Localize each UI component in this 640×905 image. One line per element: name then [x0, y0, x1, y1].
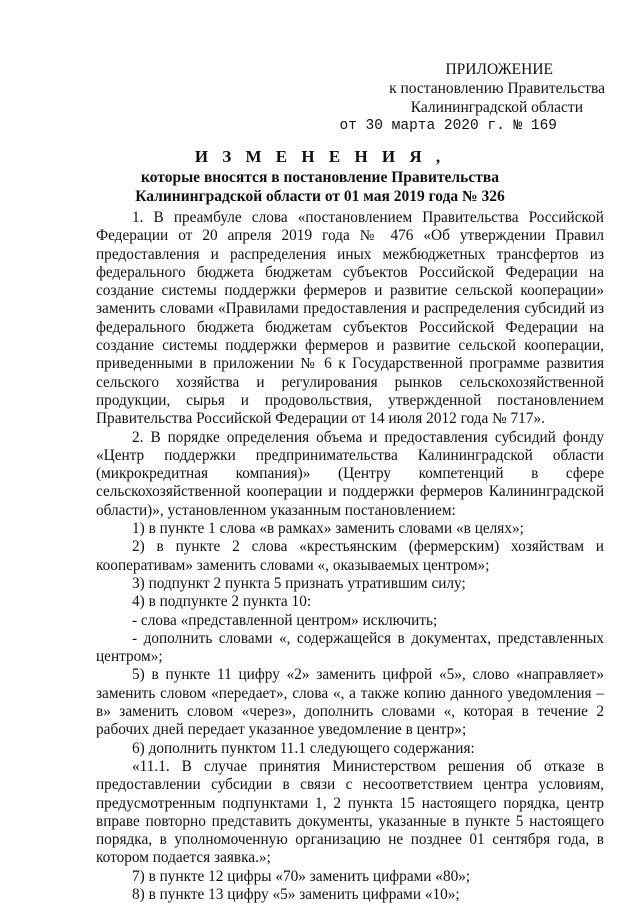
- paragraph: - дополнить словами «, содержащейся в документах, представленных центром»;: [96, 629, 604, 666]
- paragraph: - слова «представленной центром» исключить;: [132, 611, 438, 629]
- annex-block: [305, 60, 605, 136]
- heading-line-2: которые вносятся в постановление Правительства: [141, 169, 499, 186]
- paragraph: 8) в пункте 13 цифру «5» заменить цифрами «10»;: [132, 885, 460, 903]
- annex-line-3: Калининградской области: [410, 99, 583, 116]
- paragraph: 2) в пункте 2 слова «крестьянским (фермерским) хозяйствам и кооперативам» заменить словами «, оказываемых центром»;: [96, 538, 604, 574]
- paragraph: «11.1. В случае принятия Министерством решения об отказе в предоставлении субсидии в связи с несоответствием центра условиям, предусмотренным подпунктами 1, 2 пункта 15 настоящего порядка, центр вправе повторно представить документы, указанные в пункте 5 настоящего порядка, в уполномоченную организацию не позднее 01 сентября года, в котором подается заявка.»;: [96, 757, 604, 867]
- paragraph: 5) в пункте 11 цифру «2» заменить цифрой «5», слово «направляет» заменить словом «передает», слова «, а также копию данного уведомления – в» заменить словом «через», дополнить словами «, которая в течение 2 рабочих дней передает указанное уведомление в центр»;: [96, 666, 604, 739]
- heading-line-3: Калининградской области от 01 мая 2019 года № 326: [135, 188, 505, 205]
- paragraph: 3) подпункт 2 пункта 5 признать утратившим силу;: [132, 574, 466, 592]
- paragraph: 6) дополнить пунктом 11.1 следующего содержания:: [132, 739, 475, 757]
- annex-line-2: к постановлению Правительства: [389, 80, 605, 97]
- document-body: [96, 209, 604, 904]
- paragraph: 1) в пункте 1 слова «в рамках» заменить словами «в целях»;: [132, 520, 524, 538]
- annex-title: ПРИЛОЖЕНИЕ: [445, 61, 553, 78]
- heading-title: И З М Е Н Е Н И Я ,: [194, 147, 446, 166]
- paragraph: 4) в подпункте 2 пункта 10:: [132, 593, 312, 611]
- paragraph: 1. В преамбуле слова «постановлением Правительства Российской Федерации от 20 апреля 2019 года № 476 «Об утверждении Правил предоставления и распределения иных межбюджетных трансфертов из федерального бюджета бюджетам субъектов Российской Федерации на создание системы поддержки фермеров и развитие сельской кооперации» заменить словами «Правилами предоставления и распределения субсидий из федерального бюджета бюджетам субъектов Российской Федерации на создание системы поддержки фермеров и развитие сельской кооперации, приведенными в приложении № 6 к Государственной программе развития сельского хозяйства и регулирования рынков сельскохозяйственной продукции, сырья и продовольствия, утвержденной постановлением Правительства Российской Федерации от 14 июля 2012 года № 717».: [96, 209, 604, 428]
- paragraph: 2. В порядке определения объема и предоставления субсидий фонду «Центр поддержки предпринимательства Калининградской области (микрокредитная компания)» (Центру компетенций в сфере сельскохозяйственной кооперации и поддержки фермеров Калининградской области)», установленном указанным постановлением:: [96, 428, 604, 519]
- document-heading: [0, 146, 640, 206]
- paragraph: 7) в пункте 12 цифры «70» заменить цифрами «80»;: [132, 867, 471, 885]
- annex-date-line: от 30 марта 2020 г. № 169: [339, 118, 557, 134]
